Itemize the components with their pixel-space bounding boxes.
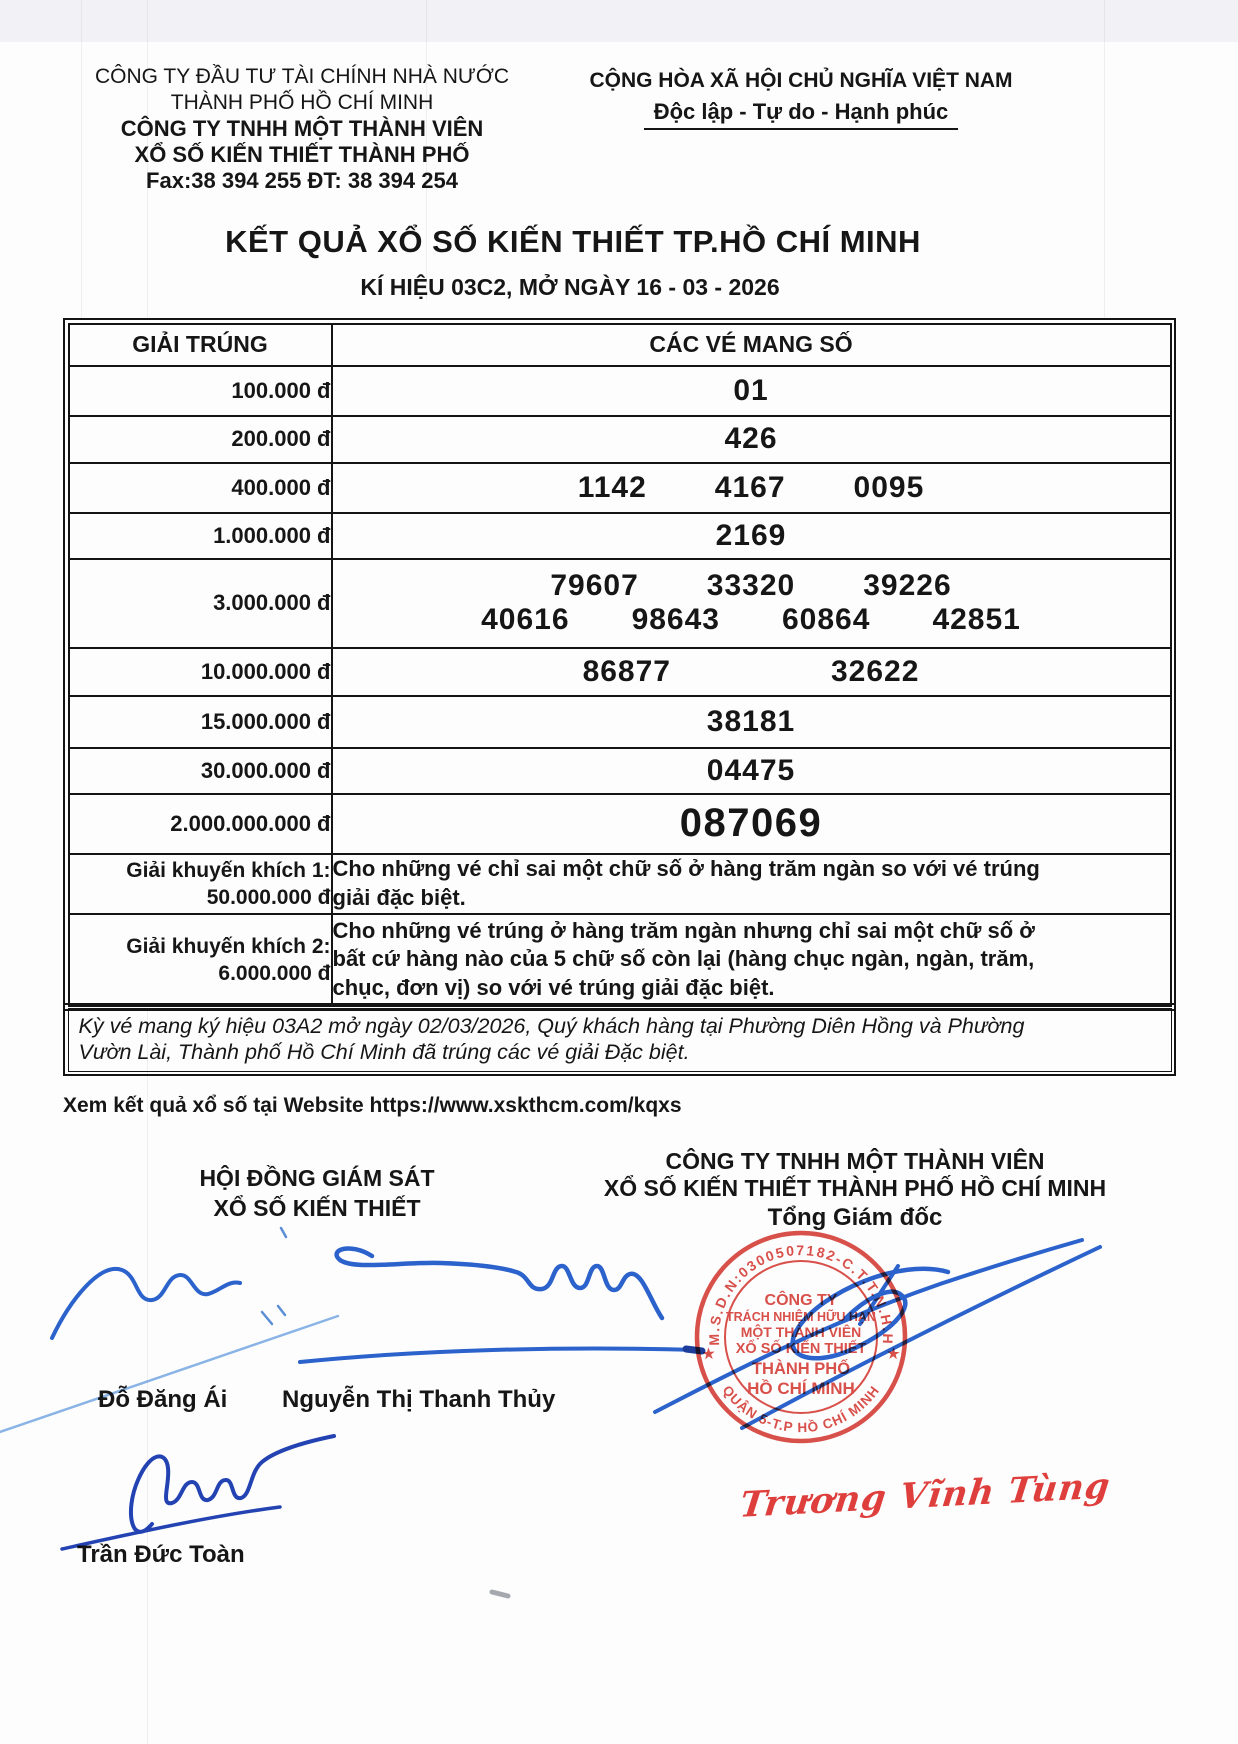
table-row xyxy=(69,559,1171,648)
consolation-label-line2: 50.000.000 đ xyxy=(206,885,331,909)
prize-amount: 15.000.000 đ xyxy=(69,696,332,748)
consolation-row xyxy=(69,854,1171,914)
company-title-2: XỔ SỐ KIẾN THIẾT THÀNH PHỐ HỒ CHÍ MINH xyxy=(603,1174,1107,1201)
results-table xyxy=(63,318,1176,1011)
signature-stroke-tran-duc-toan xyxy=(131,1436,334,1532)
table-row xyxy=(69,696,1171,748)
winning-number: 86877 xyxy=(582,654,671,688)
winning-number: 39226 xyxy=(863,569,952,602)
director-role: Tổng Giám đốc xyxy=(767,1204,943,1231)
winning-number: 426 xyxy=(724,422,778,455)
draw-code-and-date: KÍ HIỆU 03C2, MỞ NGÀY 16 - 03 - 2026 xyxy=(360,274,780,300)
prize-amount: 3.000.000 đ xyxy=(69,559,332,648)
table-row xyxy=(69,416,1171,463)
signature-stroke-thanh-thuy xyxy=(337,1248,662,1318)
gray-smudge xyxy=(492,1592,508,1596)
winning-number: 2169 xyxy=(715,518,787,552)
stamp-center-line: THÀNH PHỐ xyxy=(751,1360,851,1378)
winning-numbers-cell xyxy=(332,696,1171,748)
table-row xyxy=(69,748,1171,794)
winning-number: 33320 xyxy=(706,569,796,602)
table-row xyxy=(69,366,1171,416)
signature-stroke-do-dang-ai xyxy=(52,1269,240,1338)
winning-numbers-cell xyxy=(332,463,1171,513)
signer-name-2: Nguyễn Thị Thanh Thủy xyxy=(282,1386,556,1413)
signer-name-3: Trần Đức Toàn xyxy=(77,1541,245,1568)
consolation-row xyxy=(69,914,1171,1006)
winning-numbers-cell xyxy=(332,559,1171,648)
table-header-row xyxy=(69,324,1171,366)
winning-number: 1142 xyxy=(577,470,647,504)
winning-number: 0095 xyxy=(853,470,925,504)
issuer-contact: Fax:38 394 255 ĐT: 38 394 254 xyxy=(146,168,458,193)
light-diagonal-pen-line xyxy=(0,1316,338,1432)
consolation-label xyxy=(69,854,332,914)
special-note-text: Kỳ vé mang ký hiệu 03A2 mở ngày 02/03/2026, Quý khách hàng tại Phường Diên Hồng và Phường Vườn Lài, Thành phố Hồ Chí Minh đã trúng các vé giải Đặc biệt. xyxy=(78,1013,1025,1064)
winning-number: 79607 xyxy=(550,569,639,602)
stamp-arc-top-text: M.S.D.N:0300507182-C.T.T.N.H.H xyxy=(705,1242,897,1346)
company-signature-block xyxy=(595,1148,1115,1232)
signer-name-1: Đỗ Đăng Ái xyxy=(98,1386,228,1413)
issuer-company-name-2: XỔ SỐ KIẾN THIẾT THÀNH PHỐ xyxy=(134,142,470,167)
winning-numbers-cell xyxy=(332,748,1171,794)
consolation-label-line1: Giải khuyến khích 2: xyxy=(126,934,331,958)
website-line: Xem kết quả xổ số tại Website https://www.xskthcm.com/kqxs xyxy=(63,1094,682,1117)
stamp-center-text xyxy=(726,1290,876,1398)
winning-numbers-cell xyxy=(332,794,1171,854)
small-pen-tick-1 xyxy=(262,1306,285,1324)
consolation-label-line1: Giải khuyến khích 1: xyxy=(126,858,331,882)
winning-numbers-cell xyxy=(332,648,1171,696)
winning-number: 42851 xyxy=(932,603,1021,636)
winning-number: 32622 xyxy=(831,654,920,688)
column-header-prize: GIẢI TRÚNG xyxy=(69,324,332,366)
winning-numbers-cell xyxy=(332,513,1171,559)
prize-amount: 30.000.000 đ xyxy=(69,748,332,794)
table-row xyxy=(69,794,1171,854)
stamp-star-left: ★ xyxy=(698,1345,718,1362)
document-title: KẾT QUẢ XỔ SỐ KIẾN THIẾT TP.HỒ CHÍ MINH xyxy=(225,224,921,259)
winning-number: 087069 xyxy=(679,801,823,845)
issuer-parent-company: CÔNG TY ĐẦU TƯ TÀI CHÍNH NHÀ NƯỚC xyxy=(94,65,510,88)
winning-number: 60864 xyxy=(782,603,871,636)
winning-number: 4167 xyxy=(714,470,786,504)
supervisory-board-title-1: HỘI ĐỒNG GIÁM SÁT xyxy=(199,1165,435,1191)
winning-number: 98643 xyxy=(631,603,720,636)
winning-number: 40616 xyxy=(481,603,570,636)
signature-underline-thanh-thuy xyxy=(300,1349,700,1363)
issuer-company-name: CÔNG TY TNHH MỘT THÀNH VIÊN xyxy=(120,116,484,141)
director-signature-stamp-name: Trương Vĩnh Tùng xyxy=(737,1465,1113,1526)
column-header-numbers: CÁC VÉ MANG SỐ xyxy=(332,324,1171,366)
winning-number: 01 xyxy=(733,373,769,407)
prize-amount: 2.000.000.000 đ xyxy=(69,794,332,854)
special-note-box xyxy=(63,1003,1176,1076)
stamp-center-line: CÔNG TY xyxy=(764,1292,838,1309)
table-row xyxy=(69,513,1171,559)
winning-number: 38181 xyxy=(706,704,796,738)
prize-amount: 200.000 đ xyxy=(69,416,332,463)
table-row xyxy=(69,463,1171,513)
prize-amount: 10.000.000 đ xyxy=(69,648,332,696)
issuer-city: THÀNH PHỐ HỒ CHÍ MINH xyxy=(170,91,434,114)
consolation-label xyxy=(69,914,332,1006)
company-title-1: CÔNG TY TNHH MỘT THÀNH VIÊN xyxy=(665,1148,1045,1174)
small-pen-tick-2 xyxy=(281,1228,286,1237)
national-motto-block xyxy=(566,68,1036,130)
prize-amount: 400.000 đ xyxy=(69,463,332,513)
winning-numbers-cell xyxy=(332,366,1171,416)
prize-amount: 1.000.000 đ xyxy=(69,513,332,559)
prize-table-body xyxy=(69,366,1171,1006)
stamp-center-line: MỘT THÀNH VIÊN xyxy=(740,1324,862,1340)
consolation-label-line2: 6.000.000 đ xyxy=(218,961,331,985)
motto: Độc lập - Tự do - Hạnh phúc xyxy=(644,99,959,130)
supervisory-board-block xyxy=(187,1163,447,1223)
winning-numbers-cell xyxy=(332,416,1171,463)
issuer-header-block xyxy=(52,64,552,194)
stamp-center-line: XỔ SỐ KIẾN THIẾT xyxy=(735,1341,867,1357)
supervisory-board-title-2: XỔ SỐ KIẾN THIẾT xyxy=(213,1195,421,1221)
stamp-center-line: TRÁCH NHIỆM HỮU HẠN xyxy=(726,1310,876,1324)
prize-amount: 100.000 đ xyxy=(69,366,332,416)
consolation-desc: Cho những vé chỉ sai một chữ số ở hàng trăm ngàn so với vé trúng giải đặc biệt. xyxy=(332,854,1171,914)
table-row xyxy=(69,648,1171,696)
country-title: CỘNG HÒA XÃ HỘI CHỦ NGHĨA VIỆT NAM xyxy=(589,69,1013,92)
winning-number: 04475 xyxy=(706,753,796,787)
scan-top-edge xyxy=(0,0,1238,42)
stamp-center-line: HỒ CHÍ MINH xyxy=(747,1379,855,1398)
consolation-desc: Cho những vé trúng ở hàng trăm ngàn nhưng chỉ sai một chữ số ở bất cứ hàng nào của 5 chữ số còn lại (hàng chục ngàn, ngàn, trăm, chục, đơn vị) so với vé trúng giải đặc biệt. xyxy=(332,914,1171,1006)
stamp-arc-bottom-text: QUẬN 5-T.P HỒ CHÍ MINH xyxy=(719,1382,883,1436)
stamp-star-right: ★ xyxy=(884,1345,904,1362)
company-round-stamp xyxy=(685,1221,917,1453)
